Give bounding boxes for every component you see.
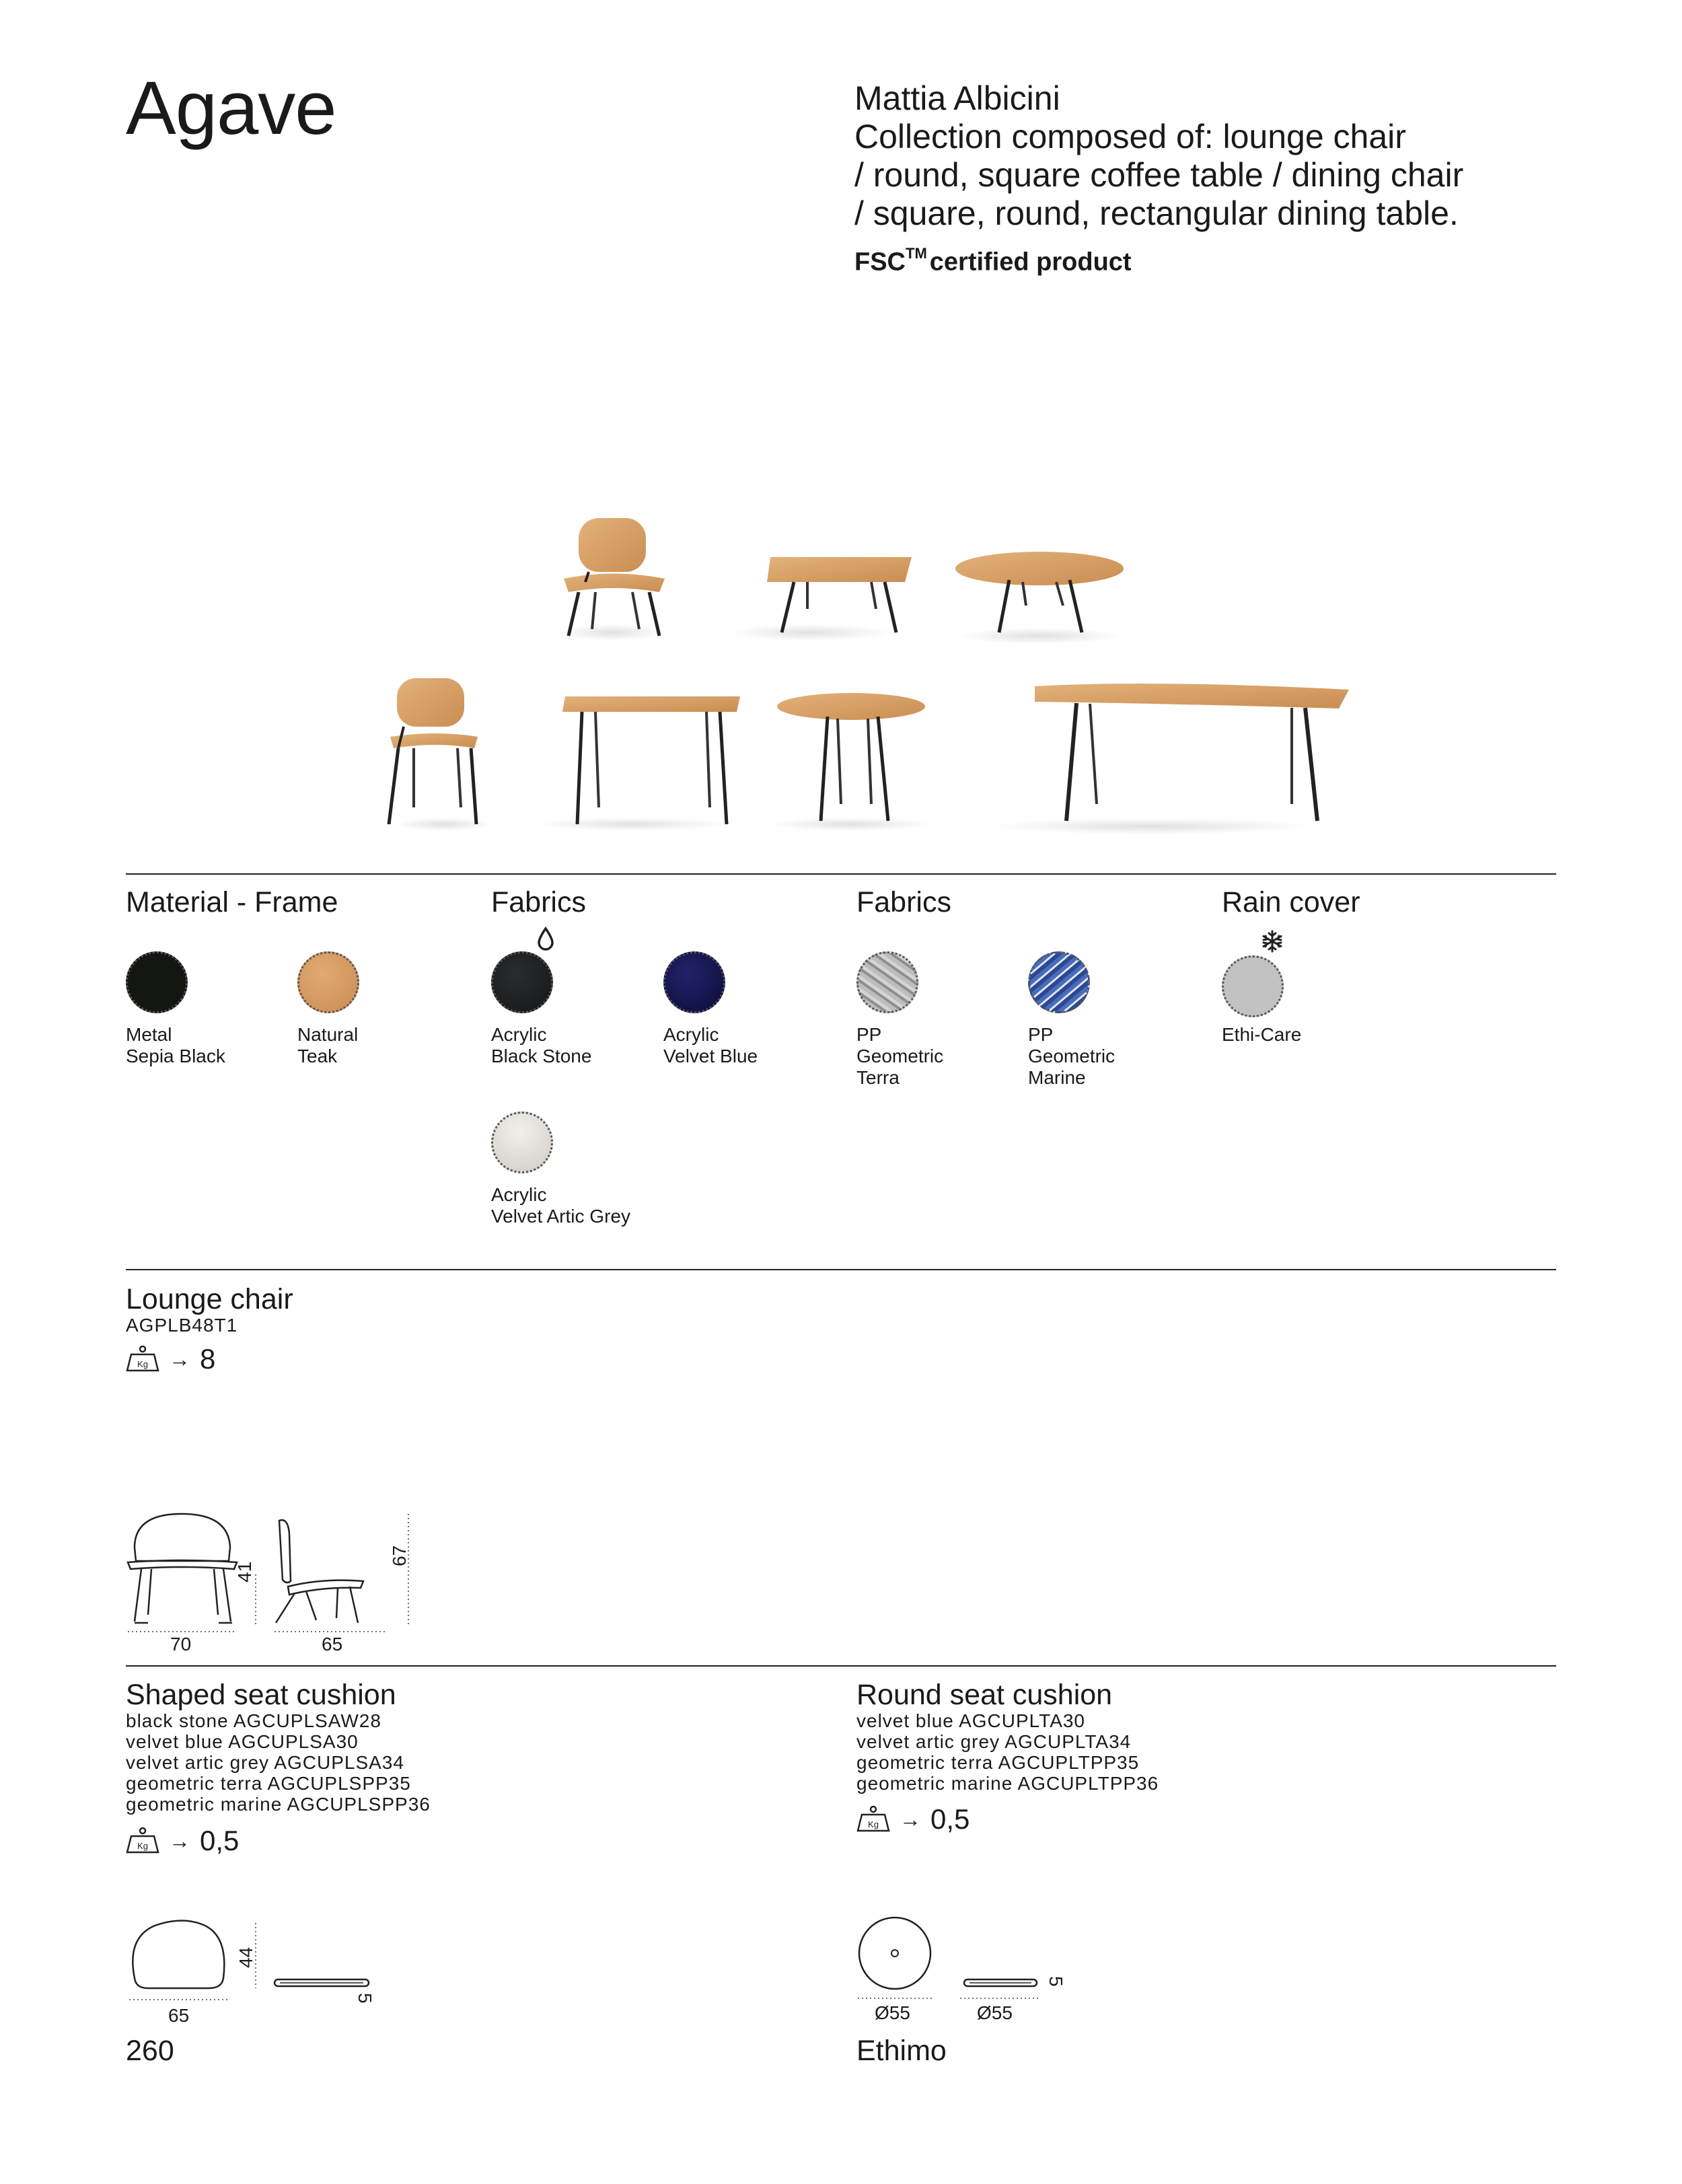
description-line: / round, square coffee table / dining chair: [854, 156, 1464, 194]
swatch-acrylic-velvet-artic-grey[interactable]: [491, 1112, 553, 1173]
dim-thickness: 5: [1046, 1976, 1066, 1987]
swatch-metal-sepia-black[interactable]: [126, 951, 188, 1013]
swatch-label: Ethi-Care: [1222, 1024, 1302, 1045]
fabrics-acrylic-heading: Fabrics: [491, 886, 586, 918]
swatch-circle: [1222, 955, 1284, 1017]
dim-thickness: 5: [355, 1993, 375, 2004]
shaped-cushion-weight: [126, 1825, 239, 1857]
swatch-label: Acrylic Velvet Blue: [663, 1024, 758, 1066]
swatch-label: PP Geometric Terra: [856, 1024, 944, 1088]
swatch-circle: [856, 951, 918, 1013]
collection-intro: [854, 79, 1463, 233]
lounge-chair-weight: [126, 1343, 215, 1375]
page-title: Agave: [126, 66, 336, 150]
swatch-label: Natural Teak: [297, 1024, 359, 1066]
weight-arrow: →: [169, 1828, 190, 1853]
swatch-acrylic-velvet-blue[interactable]: [663, 951, 725, 1013]
swatch-circle: [297, 951, 359, 1013]
swatch-pp-geometric-terra[interactable]: [856, 951, 918, 1013]
round-cushion-weight: [856, 1803, 970, 1835]
swatch-label: PP Geometric Marine: [1028, 1024, 1116, 1088]
lounge-chair-dimension-drawing: [121, 1507, 417, 1655]
round-cushion-codes: velvet blue AGCUPLTA30 velvet artic grey AGCUPLTA34 geometric terra AGCUPLTPP35 geometric marine AGCUPLTPP36: [856, 1710, 1159, 1794]
swatch-label: Metal Sepia Black: [126, 1024, 225, 1066]
description-line: Collection composed of: lounge chair: [854, 118, 1406, 155]
rectangular-dining-table-image: [989, 684, 1349, 834]
weight-arrow: →: [169, 1346, 190, 1371]
dim-diameter-top: Ø55: [875, 2002, 910, 2023]
lounge-chair-heading: Lounge chair: [126, 1283, 293, 1315]
weight-arrow: →: [900, 1807, 921, 1831]
weight-value: 0,5: [930, 1803, 970, 1835]
section-divider: [126, 1269, 1556, 1270]
lounge-chair-code: AGPLB48T1: [126, 1315, 238, 1336]
dim-seat-height: 41: [234, 1561, 255, 1582]
section-divider: [126, 873, 1556, 875]
square-coffee-table-image: [730, 557, 912, 641]
swatch-circle: [663, 951, 725, 1013]
dining-chair-image: [389, 678, 491, 831]
product-collection-illustration: [363, 498, 1373, 834]
snowflake-icon: [1261, 930, 1284, 953]
svg-text:Kg: Kg: [137, 1359, 148, 1369]
fsc-certification: FSC™ certified product: [854, 245, 1132, 277]
material-frame-heading: Material - Frame: [126, 886, 338, 918]
water-drop-icon: [537, 927, 554, 950]
swatch-circle: [126, 951, 188, 1013]
swatch-ethi-care[interactable]: [1222, 955, 1284, 1017]
shaped-cushion-codes: black stone AGCUPLSAW28 velvet blue AGCUPLSA30 velvet artic grey AGCUPLSA34 geometric terra AGCUPLSPP35 geometric marine AGCUPLSPP36: [126, 1710, 431, 1815]
round-coffee-table-image: [955, 552, 1124, 644]
square-dining-table-image: [538, 696, 740, 831]
designer-name: Mattia Albicini: [854, 79, 1060, 117]
swatch-acrylic-black-stone[interactable]: [491, 951, 553, 1013]
swatch-label: Acrylic Black Stone: [491, 1024, 592, 1066]
dim-depth: 65: [322, 1634, 343, 1654]
dim-depth: 44: [235, 1946, 256, 1968]
weight-value: 0,5: [200, 1825, 240, 1856]
shaped-cushion-heading: Shaped seat cushion: [126, 1679, 396, 1711]
description-line: / square, round, rectangular dining table.: [854, 194, 1459, 232]
dim-diameter-side: Ø55: [977, 2002, 1013, 2023]
lounge-chair-image: [558, 518, 666, 641]
weight-icon: [856, 1806, 890, 1833]
dim-width: 65: [168, 2005, 190, 2026]
swatch-label: Acrylic Velvet Artic Grey: [491, 1184, 630, 1227]
round-cushion-heading: Round seat cushion: [856, 1679, 1113, 1711]
swatch-pp-geometric-marine[interactable]: [1028, 951, 1090, 1013]
dim-height: 67: [389, 1545, 410, 1566]
fabrics-pp-heading: Fabrics: [856, 886, 951, 918]
round-dining-table-image: [770, 693, 932, 831]
section-divider: [126, 1665, 1556, 1667]
swatch-natural-teak[interactable]: [297, 951, 359, 1013]
svg-text:Kg: Kg: [137, 1841, 148, 1851]
weight-icon: [126, 1827, 159, 1854]
weight-value: 8: [200, 1343, 216, 1375]
brand-name: Ethimo: [856, 2035, 947, 2067]
svg-text:Kg: Kg: [868, 1819, 879, 1829]
swatch-circle: [1028, 951, 1090, 1013]
rain-cover-heading: Rain cover: [1222, 886, 1360, 918]
page-number: 260: [126, 2035, 174, 2067]
dim-width: 70: [170, 1634, 192, 1654]
weight-icon: [126, 1346, 159, 1373]
round-cushion-dimension-drawing: [851, 1911, 1080, 2012]
swatch-circle: [491, 951, 553, 1013]
swatch-circle: [491, 1112, 553, 1173]
